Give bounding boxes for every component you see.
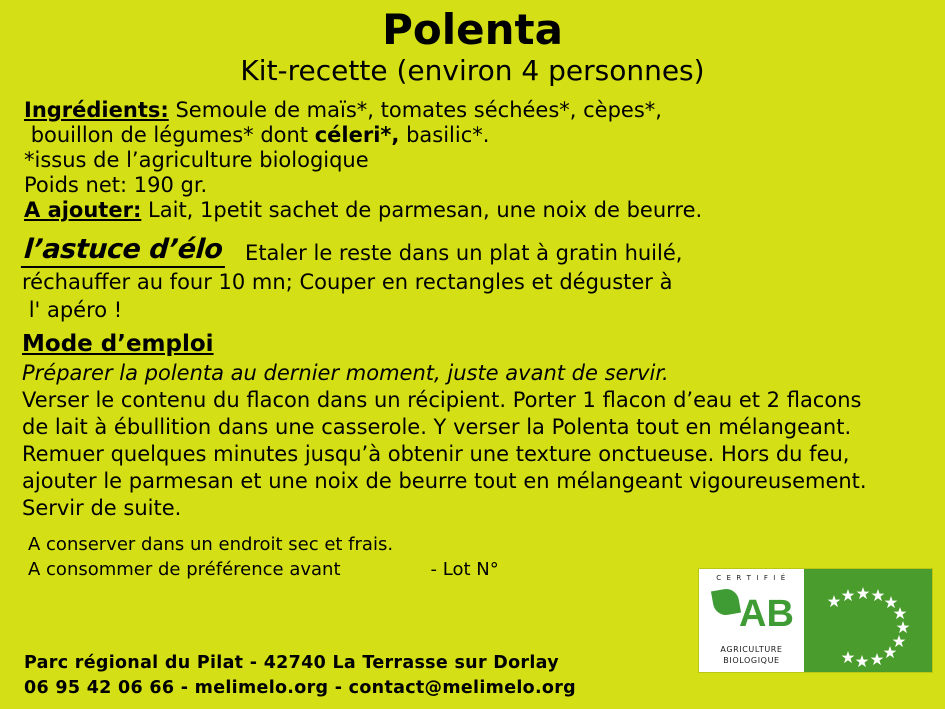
address-line: Parc régional du Pilat - 42740 La Terrasse sur Dorlay (24, 653, 559, 673)
contact-block (24, 651, 576, 701)
page-title: Polenta (382, 5, 563, 54)
ingredients-line2-pre: bouillon de légumes* dont (24, 123, 315, 147)
ab-bottom-text (699, 644, 804, 666)
astuce-row (16, 235, 929, 268)
ab-agriculture-text: AGRICULTURE (720, 645, 783, 654)
ingredients-line-2 (24, 123, 929, 148)
ingredients-label: Ingrédients: (24, 98, 169, 122)
ab-certifie-text: C E R T I F I É (716, 574, 787, 582)
ab-letters: AB (739, 593, 794, 635)
ab-logo (699, 569, 804, 672)
mode-demploi-title: Mode d’emploi (22, 331, 214, 357)
astuce-line-2: réchauffer au four 10 mn; Couper en rectangles et déguster à (22, 270, 673, 294)
footer-notes (16, 532, 688, 582)
organic-footnote: *issus de l’agriculture biologique (24, 148, 369, 172)
eu-organic-logo-icon (804, 569, 932, 672)
to-add-line (24, 198, 929, 223)
astuce-line-1: Etaler le reste dans un plat à gratin huilé, (238, 241, 683, 265)
phone-web-line: 06 95 42 06 66 - melimelo.org - contact@melimelo.org (24, 678, 577, 698)
astuce-logo: l’astuce d’élo (21, 235, 228, 268)
certification-logos (698, 568, 933, 673)
to-add-label: A ajouter: (24, 198, 142, 222)
bestbefore-row (28, 557, 688, 582)
mode-demploi-note: Préparer la polenta au dernier moment, juste avant de servir. (22, 361, 669, 385)
mode-demploi-last: Servir de suite. (22, 496, 182, 520)
allergen-celeri: céleri*, (314, 123, 400, 147)
astuce-line-3: l' apéro ! (22, 298, 123, 322)
ingredients-line-1 (24, 98, 929, 123)
page-subtitle: Kit-recette (environ 4 personnes) (240, 54, 705, 87)
ab-biologique-text: BIOLOGIQUE (723, 656, 780, 665)
lot-number: - Lot N° (430, 559, 499, 580)
eu-leaf-stars-icon (804, 569, 932, 672)
leaf-icon (711, 587, 741, 617)
ingredients-block (16, 98, 929, 223)
ingredients-list: Semoule de maïs*, tomates séchées*, cèpes*, (168, 98, 662, 122)
storage-note: A conserver dans un endroit sec et frais. (28, 534, 394, 555)
ingredients-line2-post: basilic*. (399, 123, 490, 147)
net-weight: Poids net: 190 gr. (24, 173, 208, 197)
bestbefore-note: A consommer de préférence avant (28, 559, 341, 580)
to-add-list: Lait, 1petit sachet de parmesan, une noix de beurre. (141, 198, 703, 222)
mode-demploi-body: Verser le contenu du flacon dans un récipient. Porter 1 flacon d’eau et 2 flacons de lait à ébullition dans une casserole. Y verser la Polenta tout en mélangeant. Remuer quelques minutes jusqu’à obtenir une texture onctueuse. Hors du feu, ajouter le parmesan et une noix de beurre tout en mélangeant vigoureusement. (22, 388, 869, 493)
